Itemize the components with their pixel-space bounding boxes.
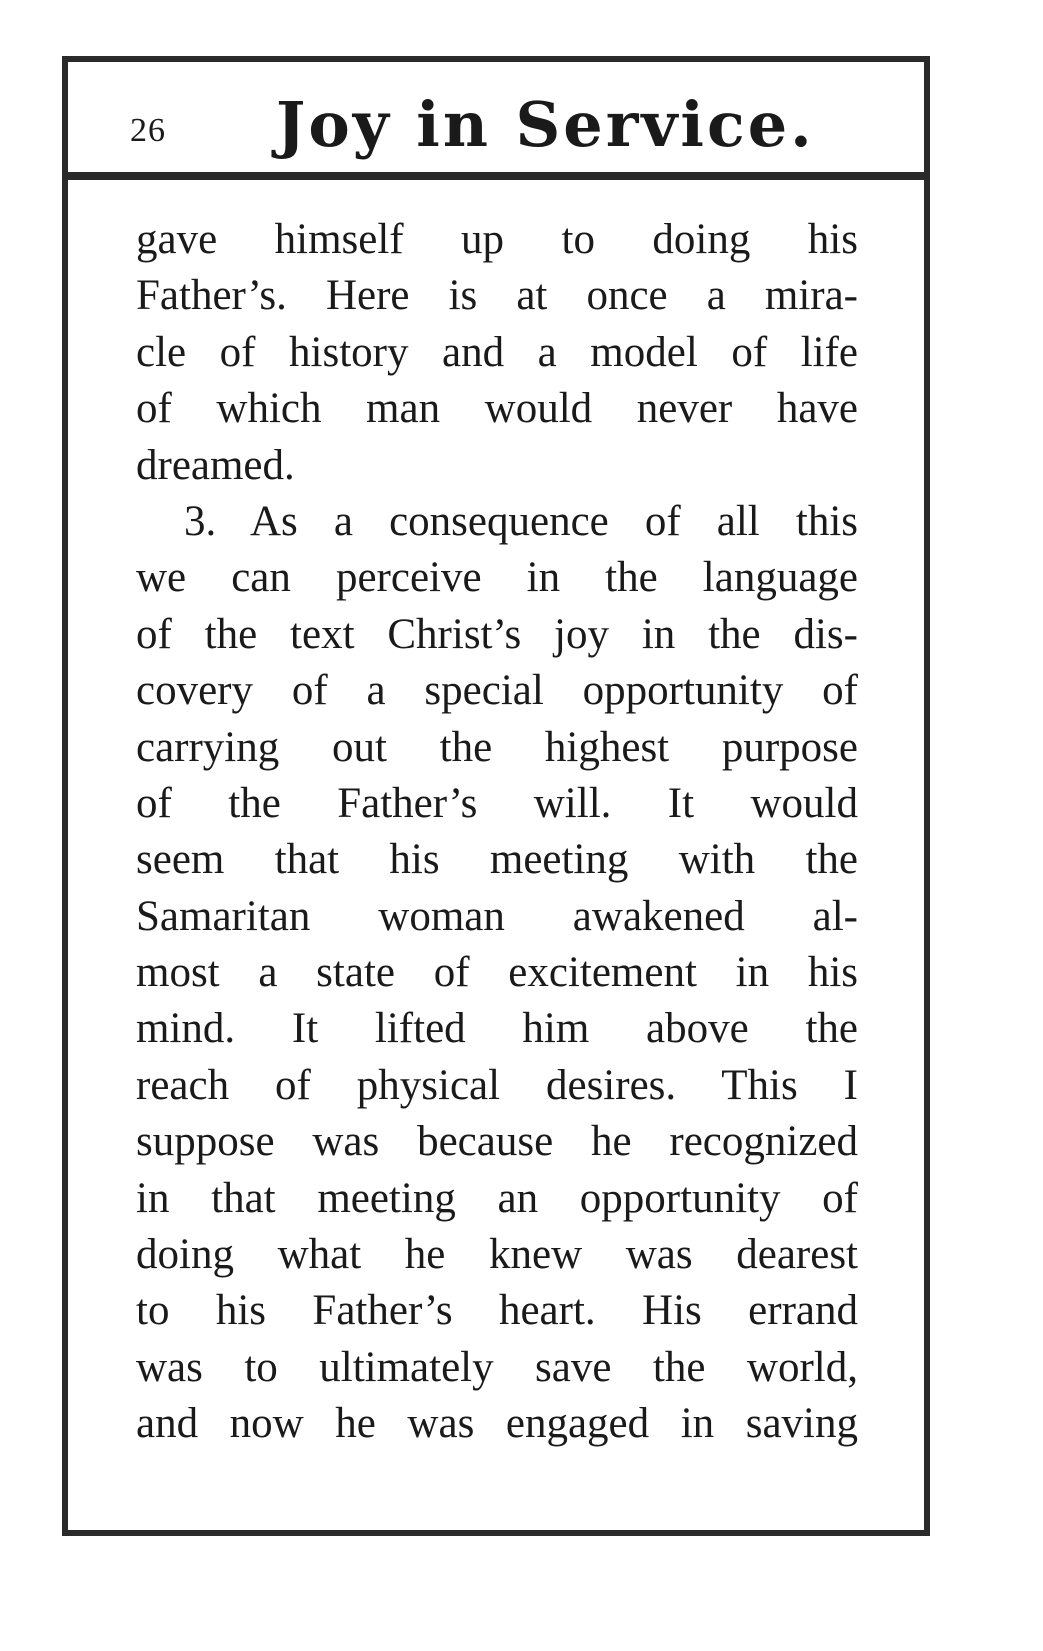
- body-text: [136, 212, 858, 1453]
- text-line: of the Father’s will. It would: [136, 779, 858, 827]
- text-line: reach of physical desires. This I: [136, 1061, 858, 1109]
- text-line: suppose was because he recognized: [136, 1118, 858, 1166]
- page-number: 26: [130, 112, 166, 149]
- text-line: gave himself up to doing his: [136, 216, 858, 263]
- text-line: 3. As a consequence of all this: [184, 497, 858, 545]
- running-title: Joy in Service.: [276, 88, 815, 161]
- text-line: seem that his meeting with the: [136, 836, 858, 884]
- text-line: covery of a special opportunity of: [136, 667, 858, 715]
- text-line: dreamed.: [136, 441, 295, 489]
- page-header: [68, 62, 924, 180]
- text-line: and now he was engaged in saving: [136, 1400, 858, 1448]
- text-line: in that meeting an opportunity of: [136, 1174, 858, 1222]
- text-line: was to ultimately save the world,: [136, 1343, 858, 1391]
- text-line: Father’s. Here is at once a mira-: [136, 272, 858, 320]
- text-line: mind. It lifted him above the: [136, 1005, 858, 1053]
- text-line: doing what he knew was dearest: [136, 1231, 858, 1279]
- text-line: carrying out the highest purpose: [136, 723, 858, 771]
- text-line: of which man would never have: [136, 385, 858, 433]
- text-line: of the text Christ’s joy in the dis-: [136, 610, 858, 658]
- text-line: cle of history and a model of life: [136, 328, 858, 376]
- text-line: most a state of excitement in his: [136, 949, 858, 997]
- text-line: Samaritan woman awakened al-: [136, 892, 858, 940]
- text-line: to his Father’s heart. His errand: [136, 1287, 858, 1335]
- text-line: we can perceive in the language: [136, 554, 858, 602]
- page-frame: [62, 56, 930, 1536]
